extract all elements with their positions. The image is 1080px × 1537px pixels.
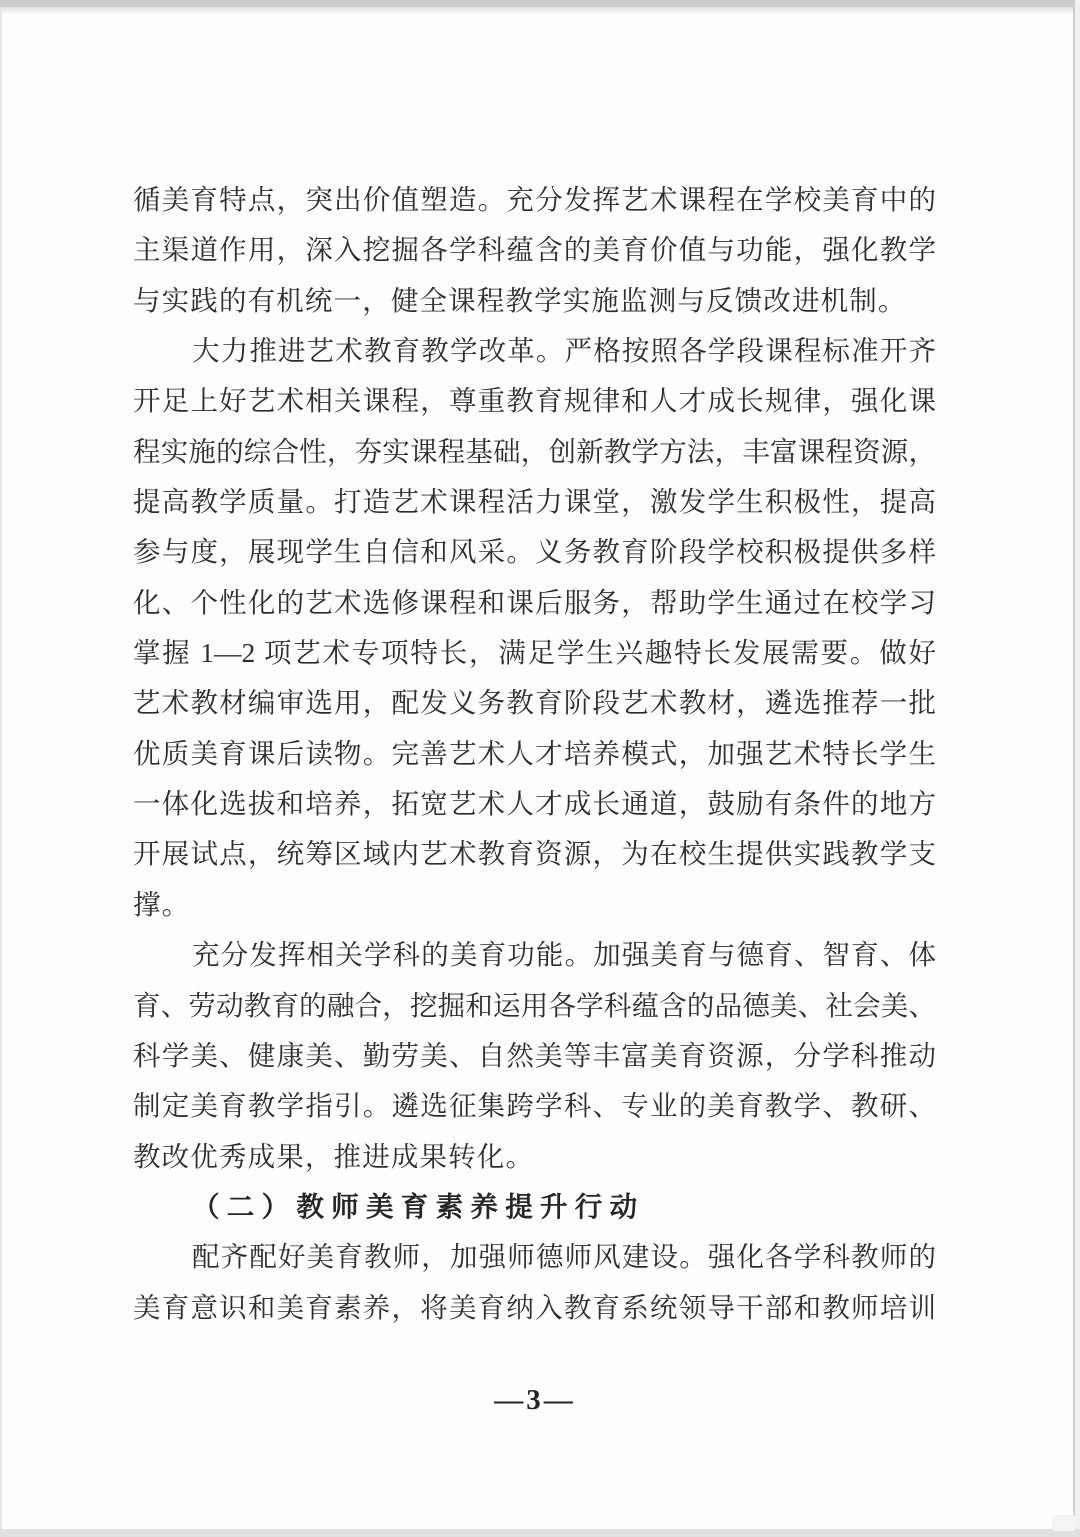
text-line: 艺术教材编审选用，配发义务教育阶段艺术教材，遴选推荐一批 — [133, 687, 936, 719]
text-line: 教改优秀成果，推进成果转化。 — [133, 1140, 535, 1172]
scan-corner-artifact — [1052, 1515, 1076, 1531]
text-line: 科学美、健康美、勤劳美、自然美等丰富美育资源，分学科推动 — [133, 1039, 936, 1071]
scan-bottom-edge — [0, 1529, 1080, 1537]
text-line: 一体化选拔和培养，拓宽艺术人才成长通道，鼓励有条件的地方 — [133, 788, 936, 820]
text-line: 掌握 1—2 项艺术专项特长，满足学生兴趣特长发展需要。做好 — [133, 637, 936, 669]
text-line: 育、劳动教育的融合，挖掘和运用各学科蕴含的品德美、社会美、 — [133, 989, 936, 1021]
text-line: 制定美育教学指引。遴选征集跨学科、专业的美育教学、教研、 — [133, 1090, 936, 1122]
text-line: 与实践的有机统一，健全课程教学实施监测与反馈改进机制。 — [133, 284, 907, 316]
text-line: 充分发挥相关学科的美育功能。加强美育与德育、智育、体 — [192, 939, 936, 971]
text-line: 撑。 — [133, 888, 191, 920]
scan-left-edge — [0, 7, 2, 1529]
text-line: 大力推进艺术教育教学改革。严格按照各学段课程标准开齐 — [192, 335, 936, 367]
scan-top-edge — [0, 0, 1080, 7]
text-line: 循美育特点，突出价值塑造。充分发挥艺术课程在学校美育中的 — [133, 184, 936, 215]
text-line: 程实施的综合性，夯实课程基础，创新教学方法，丰富课程资源， — [133, 435, 936, 467]
scan-right-gutter — [1075, 0, 1080, 1537]
text-line: 开足上好艺术相关课程，尊重教育规律和人才成长规律，强化课 — [133, 385, 936, 417]
text-line: 化、个性化的艺术选修课程和课后服务，帮助学生通过在校学习 — [133, 586, 936, 618]
scan-top-shadow — [0, 7, 1080, 15]
text-line: 提高教学质量。打造艺术课程活力课堂，激发学生积极性，提高 — [133, 486, 936, 518]
text-line: 配齐配好美育教师，加强师德师风建设。强化各学科教师的 — [192, 1241, 936, 1273]
text-line: 优质美育课后读物。完善艺术人才培养模式，加强艺术特长学生 — [133, 737, 936, 769]
text-line: 开展试点，统筹区域内艺术教育资源，为在校生提供实践教学支 — [133, 838, 936, 870]
section-heading: （二）教师美育素养提升行动 — [192, 1190, 645, 1222]
document-text-block — [133, 175, 936, 1333]
text-line: 主渠道作用，深入挖掘各学科蕴含的美育价值与功能，强化教学 — [133, 234, 936, 266]
page-number: —3— — [494, 1384, 576, 1416]
text-line: 参与度，展现学生自信和风采。义务教育阶段学校积极提供多样 — [133, 536, 936, 568]
text-line: 美育意识和美育素养，将美育纳入教育系统领导干部和教师培训 — [133, 1291, 936, 1323]
